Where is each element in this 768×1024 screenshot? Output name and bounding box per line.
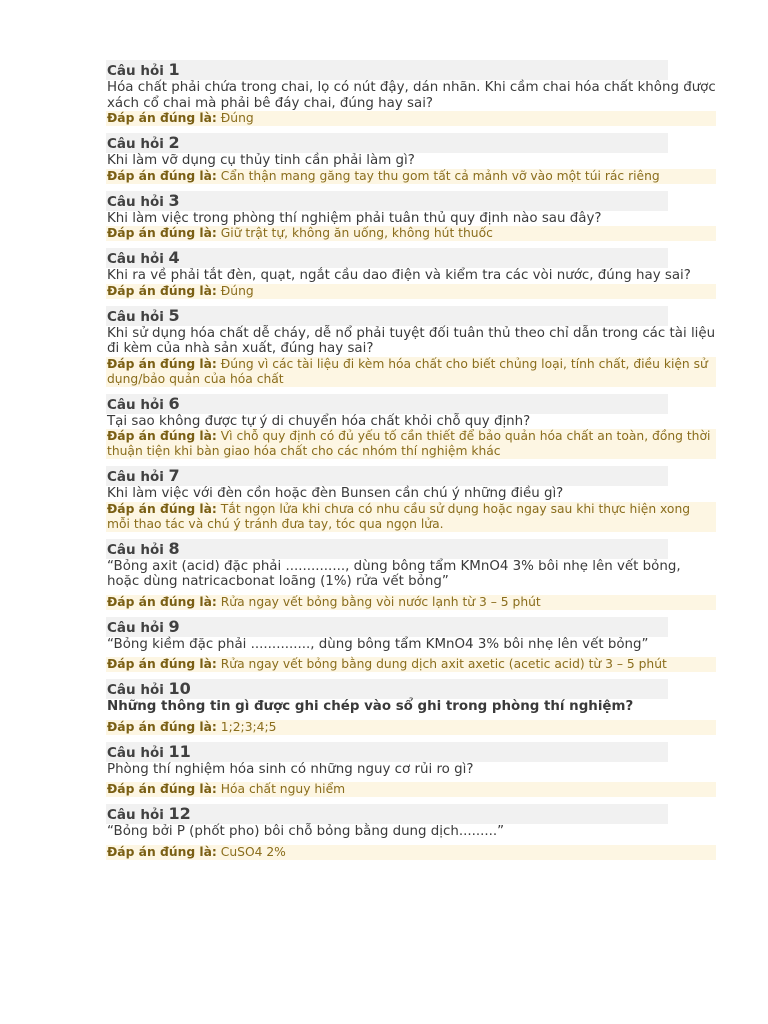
question-block-11: [106, 742, 716, 798]
question-number: 9: [168, 616, 180, 636]
question-text: “Bỏng bởi P (phốt pho) bôi chỗ bỏng bằng dung dịch.........”: [107, 824, 505, 839]
question-number: 12: [168, 804, 191, 823]
question-number: 10: [168, 679, 191, 698]
question-block-12: [106, 804, 716, 860]
answer-row: [106, 782, 716, 797]
question-block-7: [106, 466, 716, 532]
answer-row: [106, 226, 716, 241]
answer-text: Giữ trật tự, không ăn uống, không hút thuốc: [220, 226, 493, 240]
question-number: 11: [168, 741, 191, 761]
question-heading: [106, 539, 668, 559]
answer-label: Đáp án đúng là:: [107, 226, 217, 240]
question-text: Hóa chất phải chứa trong chai, lọ có nút đậy, dán nhãn. Khi cầm chai hóa chất không được xách cổ chai mà phải bê đáy chai, đúng hay sai?: [107, 80, 716, 111]
answer-row: [106, 502, 716, 532]
answer-text: Đúng: [220, 111, 254, 125]
answer-row: [106, 169, 716, 184]
question-label: Câu hỏi: [107, 682, 164, 698]
answer-text: Đúng: [220, 283, 254, 298]
question-number: 2: [168, 133, 180, 152]
question-heading: [106, 679, 668, 699]
question-text: “Bỏng axit (acid) đặc phải .............., dùng bông tẩm KMnO4 3% bôi nhẹ lên vết bỏng, hoặc dùng natricacbonat loãng (1%) rửa vết bỏng”: [107, 558, 681, 589]
answer-label: Đáp án đúng là:: [107, 111, 217, 125]
answer-label: Đáp án đúng là:: [107, 782, 217, 796]
answer-label: Đáp án đúng là:: [107, 594, 217, 609]
question-number: 5: [168, 305, 180, 325]
question-text: Khi làm việc trong phòng thí nghiệm phải tuân thủ quy định nào sau đây?: [107, 210, 602, 226]
question-heading: [106, 191, 668, 211]
answer-text: Đúng vì các tài liệu đi kèm hóa chất cho biết chủng loại, tính chất, điều kiện sử dụng/bảo quản của hóa chất: [107, 356, 708, 386]
question-heading: [106, 306, 668, 326]
question-block-6: [106, 394, 716, 460]
question-heading: [106, 617, 668, 637]
question-text: Phòng thí nghiệm hóa sinh có những nguy cơ rủi ro gì?: [107, 761, 474, 777]
question-block-4: [106, 248, 716, 299]
question-block-10: [106, 679, 716, 735]
question-block-5: [106, 306, 716, 387]
answer-text: Cẩn thận mang găng tay thu gom tất cả mảnh vỡ vào một túi rác riêng: [220, 168, 660, 183]
question-text: Khi sử dụng hóa chất dễ cháy, dễ nổ phải tuyệt đối tuân thủ theo chỉ dẫn trong các tài liệu đi kèm của nhà sản xuất, đúng hay sai?: [107, 325, 716, 356]
answer-label: Đáp án đúng là:: [107, 719, 217, 734]
answer-label: Đáp án đúng là:: [107, 168, 217, 183]
answer-label: Đáp án đúng là:: [107, 356, 217, 371]
answer-label: Đáp án đúng là:: [107, 283, 217, 298]
question-heading: [106, 133, 668, 153]
question-number: 7: [168, 466, 180, 485]
question-text: Tại sao không được tự ý di chuyển hóa chất khỏi chỗ quy định?: [107, 413, 531, 429]
question-block-2: [106, 133, 716, 184]
question-label: Câu hỏi: [107, 308, 164, 325]
question-label: Câu hỏi: [107, 744, 164, 761]
answer-text: CuSO4 2%: [220, 844, 286, 859]
question-label: Câu hỏi: [107, 807, 164, 823]
question-number: 1: [168, 60, 180, 79]
question-block-9: [106, 617, 716, 673]
question-number: 6: [168, 393, 180, 413]
question-label: Câu hỏi: [107, 619, 164, 636]
answer-row: [106, 845, 716, 860]
answer-row: [106, 111, 716, 126]
answer-text: Vì chỗ quy định có đủ yếu tố cần thiết để bảo quản hóa chất an toàn, đồng thời thuận tiện khi bàn giao hóa chất cho các nhóm thí nghiệm khác: [107, 429, 711, 458]
question-label: Câu hỏi: [107, 193, 164, 210]
question-text: “Bỏng kiềm đặc phải .............., dùng bông tẩm KMnO4 3% bôi nhẹ lên vết bỏng”: [107, 636, 649, 652]
answer-row: [106, 429, 716, 459]
question-label: Câu hỏi: [107, 251, 164, 267]
question-heading: [106, 804, 668, 824]
answer-row: [106, 720, 716, 735]
answer-label: Đáp án đúng là:: [107, 844, 217, 859]
question-label: Câu hỏi: [107, 136, 164, 152]
question-heading: [106, 466, 668, 486]
question-number: 3: [168, 190, 180, 210]
question-heading: [106, 248, 668, 268]
question-number: 4: [168, 248, 180, 267]
answer-label: Đáp án đúng là:: [107, 429, 217, 443]
answer-text: Tắt ngọn lửa khi chưa có nhu cầu sử dụng hoặc ngay sau khi thực hiện xong mỗi thao tác và chú ý tránh đưa tay, tóc qua ngọn lửa.: [107, 501, 691, 531]
answer-row: [106, 657, 716, 672]
question-block-3: [106, 191, 716, 242]
question-heading: [106, 60, 668, 80]
question-text: Khi ra về phải tắt đèn, quạt, ngắt cầu dao điện và kiểm tra các vòi nước, đúng hay sai?: [107, 268, 691, 283]
answer-text: Rửa ngay vết bỏng bằng dung dịch axit axetic (acetic acid) từ 3 – 5 phút: [220, 657, 667, 671]
question-heading: [106, 394, 668, 414]
question-text: Khi làm việc với đèn cồn hoặc đèn Bunsen cần chú ý những điều gì?: [107, 486, 564, 501]
question-label: Câu hỏi: [107, 541, 164, 558]
answer-text: Rửa ngay vết bỏng bằng vòi nước lạnh từ 3 – 5 phút: [220, 594, 541, 609]
answer-row: [106, 357, 716, 387]
question-block-1: [106, 60, 716, 126]
answer-text: 1;2;3;4;5: [220, 719, 277, 734]
answer-row: [106, 284, 716, 299]
question-label: Câu hỏi: [107, 469, 164, 485]
question-label: Câu hỏi: [107, 396, 164, 413]
quiz-answer-sheet: [106, 60, 716, 867]
answer-label: Đáp án đúng là:: [107, 657, 217, 671]
answer-text: Hóa chất nguy hiểm: [220, 782, 346, 796]
question-block-8: [106, 539, 716, 610]
question-text: Khi làm vỡ dụng cụ thủy tinh cần phải làm gì?: [107, 153, 415, 168]
answer-row: [106, 595, 716, 610]
question-heading: [106, 742, 668, 762]
question-text: Những thông tin gì được ghi chép vào sổ ghi trong phòng thí nghiệm?: [107, 699, 634, 714]
answer-label: Đáp án đúng là:: [107, 501, 217, 516]
question-number: 8: [168, 538, 180, 558]
question-label: Câu hỏi: [107, 63, 164, 79]
